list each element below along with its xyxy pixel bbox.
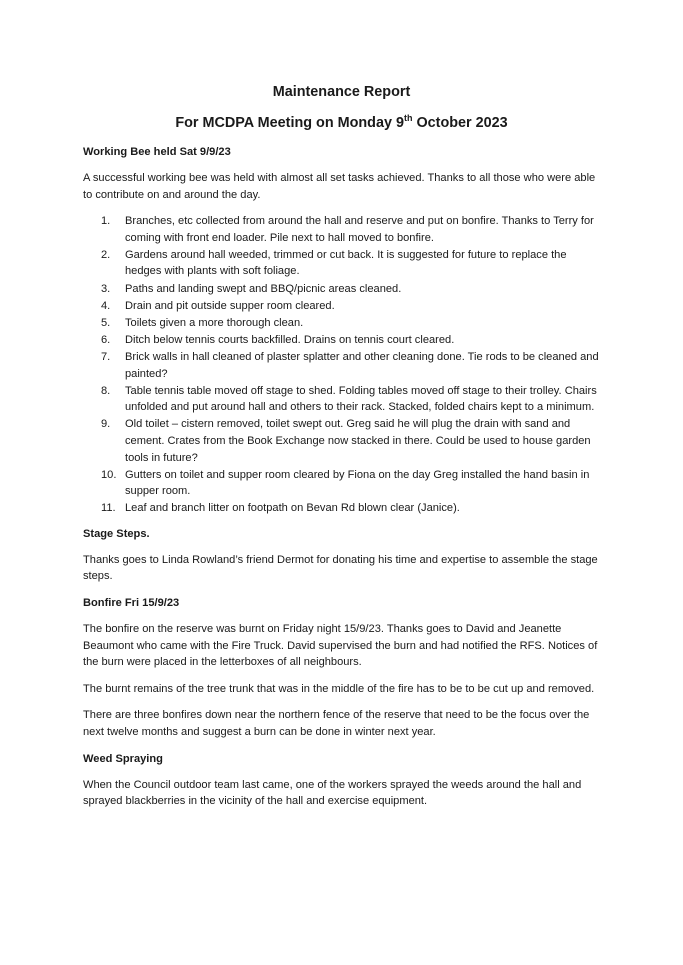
section-working-bee — [83, 144, 600, 517]
list-item — [83, 315, 600, 332]
list-item — [83, 500, 600, 517]
list-text: Branches, etc collected from around the hall and reserve and put on bonfire. Thanks to Terry for coming with front end loader. Pile next to hall moved to bonfire. — [125, 215, 594, 244]
section-paragraph: There are three bonfires down near the northern fence of the reserve that need to be the focus over the next twelve months and suggest a burn can be done in winter next year. — [83, 709, 590, 739]
list-text: Paths and landing swept and BBQ/picnic areas cleaned. — [125, 282, 402, 295]
list-number: 4. — [101, 299, 111, 312]
list-item — [83, 383, 600, 416]
list-number: 5. — [101, 316, 111, 329]
list-number: 2. — [101, 248, 111, 261]
list-number: 11. — [101, 502, 116, 515]
list-item — [83, 281, 600, 298]
list-item — [83, 298, 600, 315]
list-text: Gutters on toilet and supper room cleared by Fiona on the day Greg installed the hand basin in supper room. — [125, 468, 590, 498]
section-heading: Stage Steps. — [83, 527, 150, 540]
section-heading: Weed Spraying — [83, 752, 163, 765]
list-text: Table tennis table moved off stage to shed. Folding tables moved off stage to their trolley. Chairs unfolded and put around hall and others to their rack. Stacked, folded chairs kept to a minimum. — [125, 384, 597, 414]
list-number: 10. — [101, 468, 117, 481]
section-paragraph: The burnt remains of the tree trunk that was in the middle of the fire has to be to be cut up and removed. — [83, 682, 595, 695]
section-paragraph: The bonfire on the reserve was burnt on Friday night 15/9/23. Thanks goes to David and Jeanette Beaumont who came with the Fire Truck. David supervised the burn and had notified the RFS. Notices of the burn were placed in the letterboxes of all neighbours. — [83, 623, 598, 669]
list-item — [83, 332, 600, 349]
list-number: 7. — [101, 350, 111, 363]
section-weed-spraying — [83, 751, 600, 810]
list-text: Ditch below tennis courts backfilled. Drains on tennis court cleared. — [125, 333, 455, 346]
list-text: Old toilet – cistern removed, toilet swept out. Greg said he will plug the drain with sand and cement. Crates from the Book Exchange now stacked in there. Could be used to house garden tools in future? — [125, 418, 591, 464]
list-item — [83, 467, 600, 500]
section-paragraph: When the Council outdoor team last came, one of the workers sprayed the weeds around the hall and sprayed blackberries in the vicinity of the hall and exercise equipment. — [83, 778, 582, 808]
list-text: Drain and pit outside supper room cleared. — [125, 299, 335, 312]
list-item — [83, 213, 600, 246]
task-list — [83, 213, 600, 517]
list-item — [83, 349, 600, 382]
report-subtitle — [0, 115, 683, 131]
list-item — [83, 416, 600, 466]
report-body — [83, 144, 600, 820]
list-number: 3. — [101, 282, 111, 295]
subtitle-suffix: October 2023 — [412, 115, 508, 131]
section-bonfire — [83, 595, 600, 741]
list-item — [83, 247, 600, 280]
section-paragraph: Thanks goes to Linda Rowland’s friend Dermot for donating his time and expertise to assemble the stage steps. — [83, 553, 598, 583]
report-title: Maintenance Report — [272, 84, 411, 100]
section-paragraph: A successful working bee was held with almost all set tasks achieved. Thanks to all those who were able to contribute on and around the day. — [83, 172, 596, 201]
list-number: 9. — [101, 418, 111, 431]
section-heading: Working Bee held Sat 9/9/23 — [83, 146, 231, 158]
list-number: 6. — [101, 333, 111, 346]
list-text: Leaf and branch litter on footpath on Bevan Rd blown clear (Janice). — [125, 502, 460, 515]
list-number: 8. — [101, 384, 111, 397]
list-text: Toilets given a more thorough clean. — [125, 316, 304, 329]
section-stage-steps — [83, 526, 600, 585]
list-number: 1. — [101, 215, 111, 228]
section-heading: Bonfire Fri 15/9/23 — [83, 597, 180, 610]
list-text: Gardens around hall weeded, trimmed or cut back. It is suggested for future to replace the hedges with plants with soft foliage. — [125, 248, 567, 278]
list-text: Brick walls in hall cleaned of plaster splatter and other cleaning done. Tie rods to be cleaned and painted? — [125, 350, 599, 380]
subtitle-prefix: For MCDPA Meeting on Monday 9 — [175, 115, 404, 131]
subtitle-superscript: th — [403, 113, 413, 124]
